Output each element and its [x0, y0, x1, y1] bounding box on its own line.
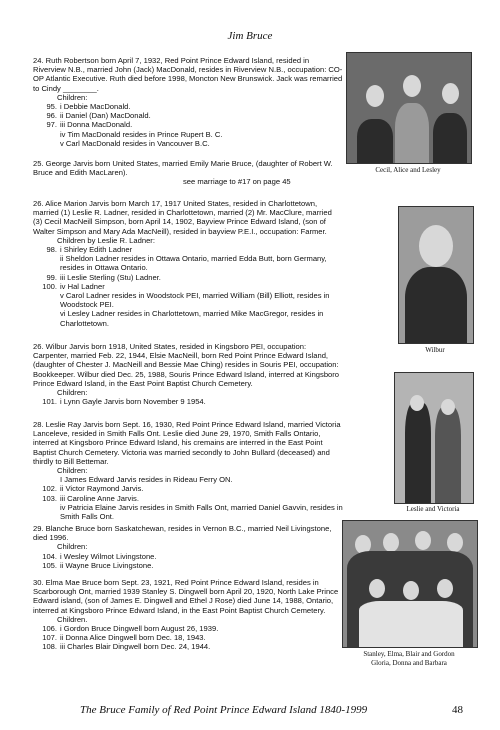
cross-reference: see marriage to #17 on page 45 [183, 177, 291, 187]
entry-26-wilbur [33, 342, 343, 406]
page-number: 48 [452, 704, 463, 716]
list-item: 98. i Shirley Edith Ladner [46, 245, 133, 255]
list-item: ii Sheldon Ladner resides in Ottawa Ontario, married Edda Butt, born Germany, resides in Ottawa Ontario. [60, 254, 327, 273]
list-item: iv Patricia Elaine Jarvis resides in Smith Falls Ont, married Daniel Gavvin, resides in Smith Falls Ont. [60, 502, 343, 522]
list-item: 99. iii Leslie Sterling (Stu) Ladner. [46, 272, 161, 282]
entry-25 [33, 159, 343, 187]
entry-28 [33, 420, 343, 521]
list-item: 97. iii Donna MacDonald. [46, 120, 133, 130]
photo-cecil-alice-lesley [346, 52, 472, 164]
list-item: 107. ii Donna Alice Dingwell born Dec. 18, 1943. [42, 633, 206, 643]
entry-text: 26. Alice Marion Jarvis born March 17, 1917 United States, resided in Charlottetown, married (1) Leslie R. Ladner, resided in Charlottetown, married (2) Mr. MacClure, married (3) Cecil MacNeill Simpson, born April 14, 1902, Bayview Prince Edward Island, (son of Walter Simpson and Mary Ada MacNeill), resided in bayview P.E.I., occupation: Farmer. [33, 199, 332, 236]
photo-caption: Leslie and Victoria [406, 505, 460, 513]
entry-24 [33, 56, 343, 148]
children-label: Children: [57, 466, 88, 476]
list-item: 106. i Gordon Bruce Dingwell born August 26, 1939. [42, 624, 219, 634]
photo-wilbur [398, 206, 474, 344]
list-item: v Carol Ladner resides in Woodstock PEI, married William (Bill) Elliott, resides in Woodstock PEI. [60, 291, 330, 310]
list-item: I James Edward Jarvis resides in Rideau Ferry ON. [60, 475, 233, 485]
list-item: 96. ii Daniel (Dan) MacDonald. [46, 111, 151, 121]
children-label: Children: [57, 388, 88, 398]
entry-26-alice [33, 199, 343, 328]
photo-leslie-victoria [394, 372, 474, 504]
entry-text: 28. Leslie Ray Jarvis born Sept. 16, 1930, Red Point Prince Edward Island, married Victoria Lanceleve, resided in Smith Falls Ont. Leslie died June 29, 1970, Smith Falls Ontario, interred at Kingsboro Prince Edward Island, his cremains are interred in the East Point Baptist Church Cemetery. Victoria was married secondly to John Bullard (deceased) and thirdly to Bill Bettemar. [33, 420, 341, 466]
list-item: 101. i Lynn Gayle Jarvis born November 9 1954. [42, 397, 206, 407]
photo-caption: Wilbur [425, 346, 445, 354]
page-header: Jim Bruce [227, 30, 273, 42]
list-item: 105. ii Wayne Bruce Livingstone. [42, 560, 154, 570]
list-item: vi Lesley Ladner resides in Charlottetown, married Mike MacGregor, resides in Charlottetown. [60, 309, 324, 328]
list-item: 103. iii Caroline Anne Jarvis. [42, 493, 139, 503]
list-item: 100. iv Hal Ladner [42, 281, 105, 291]
entry-text: 26. Wilbur Jarvis born 1918, United States, resided in Kingsboro PEI, occupation: Carpenter, married Feb. 22, 1944, Elsie MacNeill, born Red Point Prince Edward Island, (daughter of Chester J. MacNeill and Bessie Mae Ching) resides in Souris PEI, occupation: Bookkeeper. Wilbur died Dec. 25, 1988, Souris Prince Edward Island, interred at Kingsboro Prince Edward Island, in the East Point Baptist Church Cemetery. [33, 342, 340, 388]
list-item: 104. i Wesley Wilmot Livingstone. [42, 551, 157, 561]
list-item: 108. iii Charles Blair Dingwell born Dec. 24, 1944. [42, 642, 211, 652]
entry-29 [33, 524, 343, 570]
photo-caption: Stanley, Elma, Blair and Gordon Gloria, Donna and Barbara [363, 650, 455, 667]
list-item: 95. i Debbie MacDonald. [46, 102, 131, 112]
entry-text: 24. Ruth Robertson born April 7, 1932, Red Point Prince Edward Island, resided in Riverview N.B., married John (Jack) MacDonald, resides in Riverview N.B., occupation: CO-OP Atlantic Executive. Ruth died before 1998, Moncton New Brunswick. Jack was remarried to Cindy ________. [33, 56, 343, 93]
entry-text: 25. George Jarvis born United States, married Emily Marie Bruce, (daughter of Robert W. Bruce and Edith MacLaren). [33, 159, 333, 178]
children-label: Children. [57, 614, 88, 624]
photo-dingwell-family [342, 520, 478, 648]
list-item: v Carl MacDonald resides in Vancouver B.C. [60, 138, 210, 148]
entry-text: 30. Elma Mae Bruce born Sept. 23, 1921, Red Point Prince Edward Island, resides in Scarborough Ont, married 1939 Stanley S. Dingwell born April 20, 1920, North Lake Prince Edward island, (son of James E. Dingwell and Ethel J Rose) died June 14, 1988, Ontario, interred at Kingsboro Prince Edward Island, in the East Point Baptist Church Cemetery. [33, 578, 339, 615]
list-item: iv Tim MacDonald resides in Prince Rupert B. C. [60, 129, 223, 139]
children-label: Children by Leslie R. Ladner: [57, 235, 155, 245]
footer-title: The Bruce Family of Red Point Prince Edward Island 1840-1999 [80, 704, 368, 716]
entry-30 [33, 578, 343, 652]
entry-text: 29. Blanche Bruce born Saskatchewan, resides in Vernon B.C., married Neil Livingstone, died 1996. [33, 524, 332, 543]
photo-caption: Cecil, Alice and Lesley [375, 166, 441, 174]
children-label: Children: [57, 542, 88, 552]
list-item: 102. ii Victor Raymond Jarvis. [42, 484, 144, 494]
children-label: Children: [57, 92, 88, 102]
